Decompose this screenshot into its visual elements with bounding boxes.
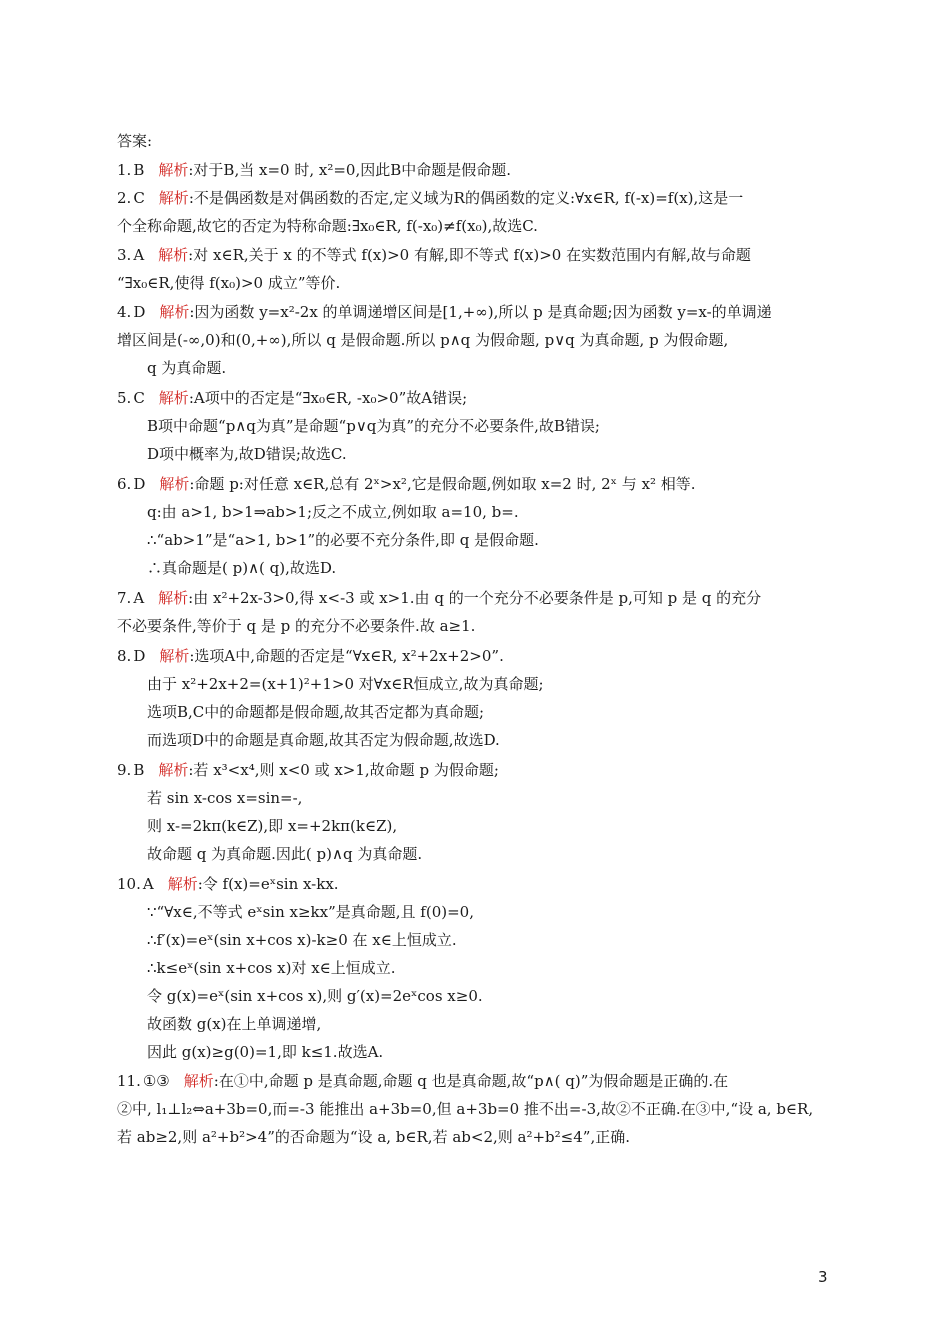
answer-choice: A [133, 589, 145, 607]
analysis-text: “∃x₀∈R,使得 f(x₀)>0 成立”等价. [117, 274, 341, 292]
analysis-text: 令 g(x)=eˣ(sin x+cos x),则 g′(x)=2eˣcos x≥0. [147, 987, 483, 1005]
answer-line [147, 358, 226, 378]
answer-line [147, 816, 397, 836]
analysis-label: 解析 [158, 189, 189, 207]
label-separator: : [189, 475, 195, 493]
answer-choice: A [142, 875, 154, 893]
answer-line [147, 930, 457, 950]
answer-line [117, 588, 761, 608]
analysis-text: ②中, l₁⊥l₂⇔a+3b=0,而=-3 能推出 a+3b=0,但 a+3b=0 推不出=-3,故②不正确.在③中,“设 a, b∈R, [117, 1100, 814, 1118]
answers-heading: 答案: [117, 132, 153, 150]
analysis-text: 不是偶函数是对偶函数的否定,定义域为R的偶函数的定义:∀x∈R, f(-x)=f(x),这是一 [193, 189, 744, 207]
analysis-label: 解析 [159, 647, 190, 665]
analysis-text: 故命题 q 为真命题.因此( p)∧q 为真命题. [147, 845, 423, 863]
analysis-text: 对 x∈R,关于 x 的不等式 f(x)>0 有解,即不等式 f(x)>0 在实数范围内有解,故与命题 [193, 246, 751, 264]
answer-line [147, 730, 500, 750]
analysis-text: 若 sin x-cos x=sin=-, [147, 789, 303, 807]
analysis-text: ∵“∀x∈,不等式 eˣsin x≥kx”是真命题,且 f(0)=0, [147, 903, 474, 921]
answer-choice: D [133, 475, 146, 493]
answer-choice: ①③ [142, 1072, 170, 1090]
answer-line [117, 245, 751, 265]
analysis-text: 因为函数 y=x²-2x 的单调递增区间是[1,+∞),所以 p 是真命题;因为函数 y=x-的单调递 [194, 303, 772, 321]
answer-line [147, 1014, 321, 1034]
analysis-text: A项中的否定是“∃x₀∈R, -x₀>0”故A错误; [193, 389, 468, 407]
answer-line [117, 302, 772, 322]
answer-line [147, 788, 302, 808]
analysis-text: ∴f′(x)=eˣ(sin x+cos x)-k≥0 在 x∈上恒成立. [147, 931, 457, 949]
answer-line [147, 902, 474, 922]
answer-choice: C [133, 189, 145, 207]
answer-number: 11. [117, 1072, 141, 1090]
answer-number: 5. [117, 389, 132, 407]
answer-number: 7. [117, 589, 132, 607]
label-separator: : [188, 589, 194, 607]
answer-number: 3. [117, 246, 132, 264]
analysis-text: ∴真命题是( p)∧( q),故选D. [147, 559, 337, 577]
answer-line [117, 874, 339, 894]
answer-line [147, 416, 600, 436]
analysis-label: 解析 [158, 161, 189, 179]
analysis-text: q 为真命题. [147, 359, 227, 377]
analysis-label: 解析 [159, 475, 190, 493]
analysis-text: D项中概率为,故D错误;故选C. [147, 445, 347, 463]
answer-line [117, 616, 475, 636]
answer-choice: D [133, 303, 146, 321]
answer-line [147, 444, 347, 464]
answer-line [147, 674, 544, 694]
analysis-text: 若 x³<x⁴,则 x<0 或 x>1,故命题 p 为假命题; [193, 761, 499, 779]
answer-number: 9. [117, 761, 132, 779]
analysis-label: 解析 [158, 761, 189, 779]
analysis-text: 由 x²+2x-3>0,得 x<-3 或 x>1.由 q 的一个充分不必要条件是 p,可知 p 是 q 的充分 [193, 589, 762, 607]
analysis-text: ∴“ab>1”是“a>1, b>1”的必要不充分条件,即 q 是假命题. [147, 531, 539, 549]
analysis-text: 不必要条件,等价于 q 是 p 的充分不必要条件.故 a≥1. [117, 617, 476, 635]
label-separator: : [188, 389, 194, 407]
answer-number: 1. [117, 161, 132, 179]
answer-line [117, 760, 499, 780]
answer-line [117, 1127, 630, 1147]
analysis-label: 解析 [167, 875, 198, 893]
analysis-label: 解析 [158, 389, 189, 407]
analysis-text: 故函数 g(x)在上单调递增, [147, 1015, 322, 1033]
answer-line [117, 646, 504, 666]
analysis-text: 因此 g(x)≥g(0)=1,即 k≤1.故选A. [147, 1043, 384, 1061]
answer-number: 10. [117, 875, 141, 893]
analysis-text: 令 f(x)=eˣsin x-kx. [202, 875, 339, 893]
label-separator: : [188, 189, 194, 207]
answer-line [117, 388, 467, 408]
analysis-text: 个全称命题,故它的否定为特称命题:∃x₀∈R, f(-x₀)≠f(x₀),故选C. [117, 217, 538, 235]
analysis-text: 对于B,当 x=0 时, x²=0,因此B中命题是假命题. [193, 161, 512, 179]
analysis-text: 由于 x²+2x+2=(x+1)²+1>0 对∀x∈R恒成立,故为真命题; [147, 675, 544, 693]
analysis-text: q:由 a>1, b>1⇒ab>1;反之不成立,例如取 a=10, b=. [147, 503, 519, 521]
answer-line [117, 474, 696, 494]
analysis-text: 选项A中,命题的否定是“∀x∈R, x²+2x+2>0”. [194, 647, 504, 665]
answer-line [117, 1099, 813, 1119]
page-number: 3 [818, 1268, 828, 1286]
analysis-label: 解析 [183, 1072, 214, 1090]
answer-line [147, 958, 396, 978]
answer-choice: D [133, 647, 146, 665]
answer-choice: B [133, 761, 145, 779]
analysis-text: 则 x-=2kπ(k∈Z),即 x=+2kπ(k∈Z), [147, 817, 398, 835]
answer-choice: C [133, 389, 145, 407]
label-separator: : [188, 761, 194, 779]
analysis-text: ∴k≤eˣ(sin x+cos x)对 x∈上恒成立. [147, 959, 396, 977]
analysis-text: 若 ab≥2,则 a²+b²>4”的否命题为“设 a, b∈R,若 ab<2,则 a²+b²≤4”,正确. [117, 1128, 630, 1146]
analysis-label: 解析 [158, 246, 189, 264]
analysis-text: 选项B,C中的命题都是假命题,故其否定都为真命题; [147, 703, 485, 721]
answer-line [117, 216, 538, 236]
answer-number: 4. [117, 303, 132, 321]
analysis-label: 解析 [159, 303, 190, 321]
analysis-text: 命题 p:对任意 x∈R,总有 2ˣ>x²,它是假命题,例如取 x=2 时, 2ˣ 与 x² 相等. [194, 475, 696, 493]
label-separator: : [188, 161, 194, 179]
answer-line [117, 330, 728, 350]
analysis-text: 增区间是(-∞,0)和(0,+∞),所以 q 是假命题.所以 p∧q 为假命题, p∨q 为真命题, p 为假命题, [117, 331, 729, 349]
label-separator: : [213, 1072, 219, 1090]
analysis-label: 解析 [158, 589, 189, 607]
answer-line [117, 273, 340, 293]
answer-line [147, 530, 539, 550]
answer-line [147, 558, 336, 578]
answer-line [147, 986, 483, 1006]
label-separator: : [188, 246, 194, 264]
answer-line [117, 188, 743, 208]
answer-line [147, 702, 484, 722]
answer-line [117, 160, 511, 180]
answer-number: 6. [117, 475, 132, 493]
answer-line [117, 1071, 728, 1091]
answer-number: 2. [117, 189, 132, 207]
answer-line [147, 502, 519, 522]
analysis-text: 而选项D中的命题是真命题,故其否定为假命题,故选D. [147, 731, 500, 749]
answer-number: 8. [117, 647, 132, 665]
answer-choice: B [133, 161, 145, 179]
analysis-text: B项中命题“p∧q为真”是命题“p∨q为真”的充分不必要条件,故B错误; [147, 417, 600, 435]
label-separator: : [197, 875, 203, 893]
answer-line [147, 1042, 383, 1062]
label-separator: : [189, 303, 195, 321]
answer-line [147, 844, 422, 864]
label-separator: : [189, 647, 195, 665]
answer-choice: A [133, 246, 145, 264]
analysis-text: 在①中,命题 p 是真命题,命题 q 也是真命题,故“p∧( q)”为假命题是正确的.在 [218, 1072, 729, 1090]
